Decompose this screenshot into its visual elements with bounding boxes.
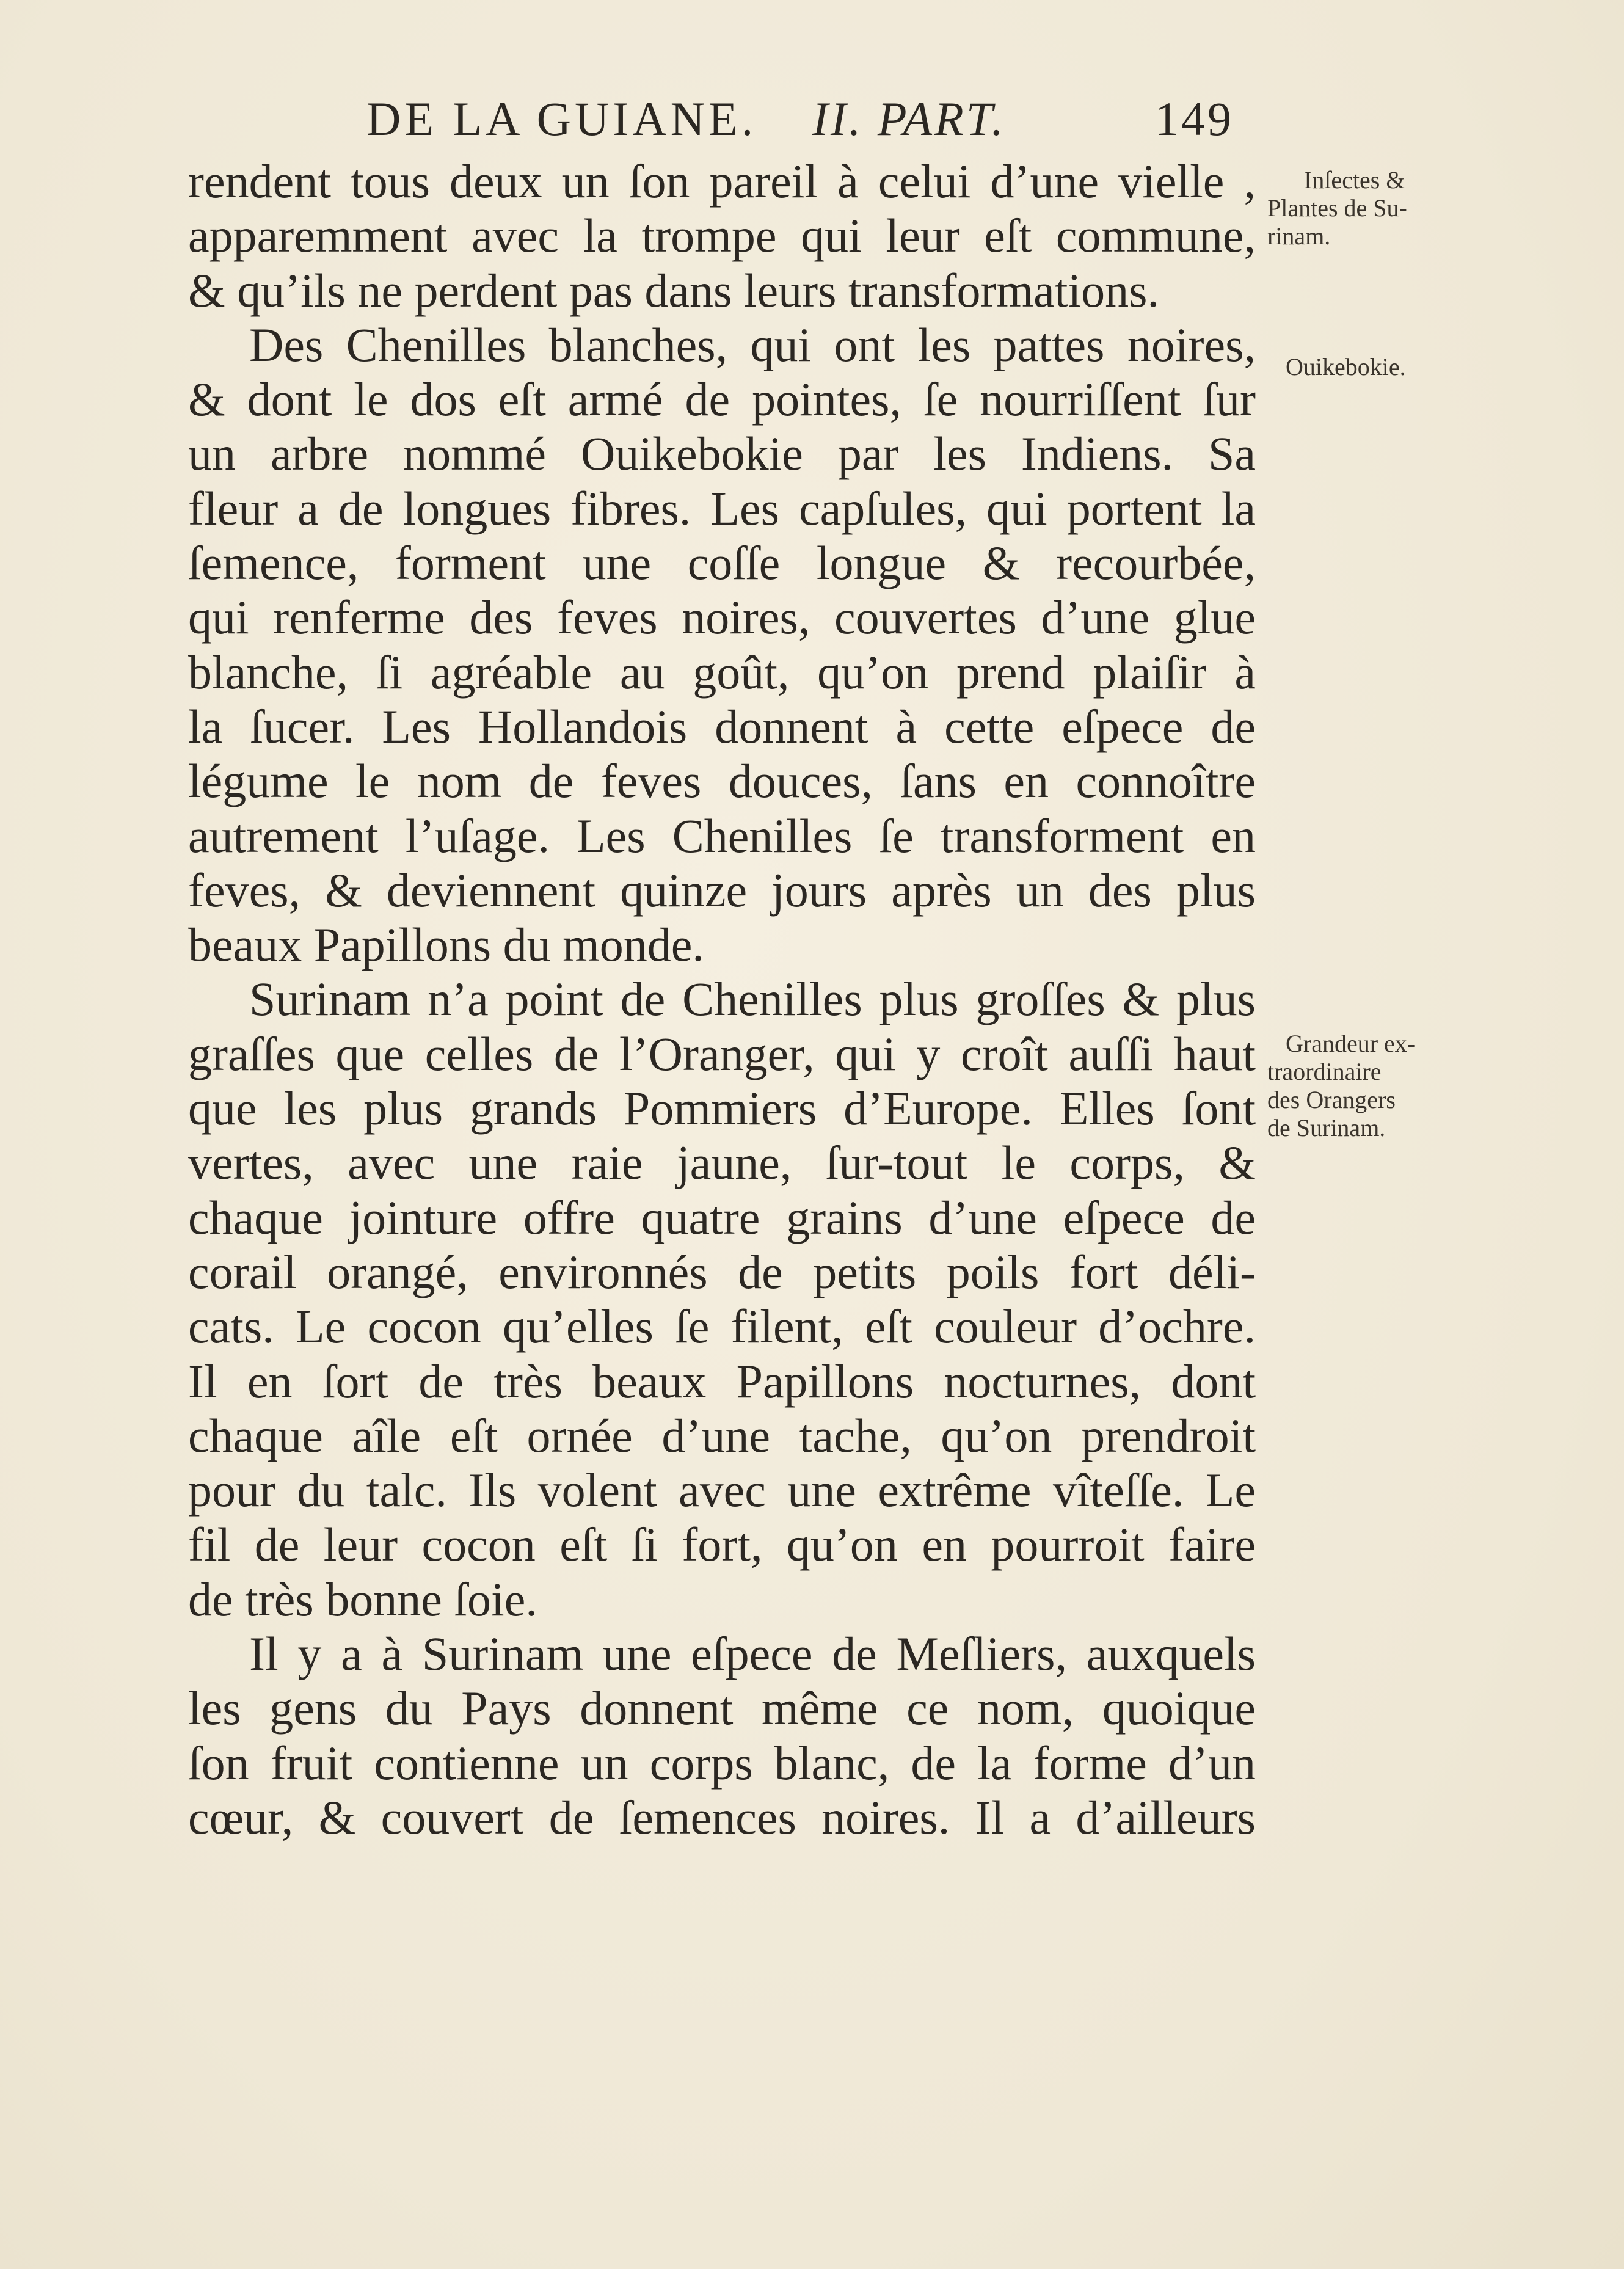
text-line: cats. Le cocon qu’elles ſe filent, eſt couleur d’ochre.: [188, 1300, 1256, 1353]
marginal-note-line: traordinaire: [1267, 1058, 1382, 1085]
text-line: Il en ſort de très beaux Papillons nocturnes, dont: [188, 1354, 1256, 1408]
running-head-part: II. PART.: [812, 92, 1006, 145]
main-text-block: [188, 154, 1256, 1845]
text-line: pour du talc. Ils volent avec une extrême vîteſſe. Le: [188, 1463, 1256, 1517]
marginal-note-line: de Surinam.: [1267, 1114, 1386, 1142]
text-line: Des Chenilles blanches, qui ont les pattes noires,: [249, 318, 1256, 371]
text-line: ſon fruit contienne un corps blanc, de la forme d’un: [188, 1736, 1256, 1790]
text-line: légume le nom de feves douces, ſans en connoître: [188, 754, 1256, 808]
page-number: 149: [1155, 92, 1234, 145]
running-head: [366, 92, 1234, 147]
text-line: Il y a à Surinam une eſpece de Meſliers, auxquels: [249, 1627, 1256, 1681]
marginal-note-line: des Orangers: [1267, 1086, 1396, 1113]
text-line: & qu’ils ne perdent pas dans leurs transformations.: [188, 263, 1159, 317]
text-line: blanche, ſi agréable au goût, qu’on prend plaiſir à: [188, 645, 1256, 699]
text-line: beaux Papillons du monde.: [188, 918, 704, 972]
text-line: apparemment avec la trompe qui leur eſt commune,: [188, 209, 1256, 263]
marginal-note-line: rinam.: [1267, 222, 1331, 250]
text-line: vertes, avec une raie jaune, ſur-tout le corps, &: [188, 1136, 1256, 1190]
text-line: corail orangé, environnés de petits poils fort déli-: [188, 1245, 1256, 1298]
marginal-note-line: Ouikebokie.: [1286, 353, 1406, 381]
marginal-note-line: Grandeur ex-: [1286, 1030, 1416, 1057]
text-line: ſemence, forment une coſſe longue & recourbée,: [188, 536, 1256, 590]
text-line: feves, & deviennent quinze jours après un des plus: [188, 863, 1256, 917]
marginal-note-line: Inſectes &: [1304, 166, 1405, 194]
text-line: un arbre nommé Ouikebokie par les Indiens. Sa: [188, 427, 1256, 481]
text-line: autrement l’uſage. Les Chenilles ſe transforment en: [188, 809, 1256, 862]
marginal-note-line: Plantes de Su-: [1267, 194, 1407, 222]
text-line: que les plus grands Pommiers d’Europe. Elles ſont: [188, 1082, 1256, 1135]
text-line: les gens du Pays donnent même ce nom, quoique: [188, 1681, 1256, 1735]
text-line: rendent tous deux un ſon pareil à celui d’une vielle ,: [188, 155, 1256, 208]
text-line: la ſucer. Les Hollandois donnent à cette eſpece de: [188, 699, 1256, 753]
text-line: qui renferme des feves noires, couvertes d’une glue: [188, 591, 1256, 644]
text-line: chaque aîle eſt ornée d’une tache, qu’on prendroit: [188, 1408, 1256, 1462]
text-line: de très bonne ſoie.: [188, 1572, 537, 1626]
text-line: Surinam n’a point de Chenilles plus groſſes & plus: [249, 972, 1256, 1026]
text-line: fleur a de longues fibres. Les capſules, qui portent la: [188, 481, 1256, 535]
marginal-note-insectes: [1267, 166, 1469, 250]
text-line: & dont le dos eſt armé de pointes, ſe nourriſſent ſur: [188, 373, 1256, 426]
text-line: graſſes que celles de l’Oranger, qui y croît auſſi haut: [188, 1027, 1256, 1080]
text-line: chaque jointure offre quatre grains d’une eſpece de: [188, 1190, 1256, 1244]
marginal-note-grandeur: [1267, 1030, 1469, 1142]
running-head-title: DE LA GUIANE.: [366, 92, 757, 145]
marginal-note-ouikebokie: [1267, 353, 1469, 381]
text-line: cœur, & couvert de ſemences noires. Il a d’ailleurs: [188, 1790, 1256, 1844]
text-line: fil de leur cocon eſt ſi fort, qu’on en pourroit faire: [188, 1518, 1256, 1572]
